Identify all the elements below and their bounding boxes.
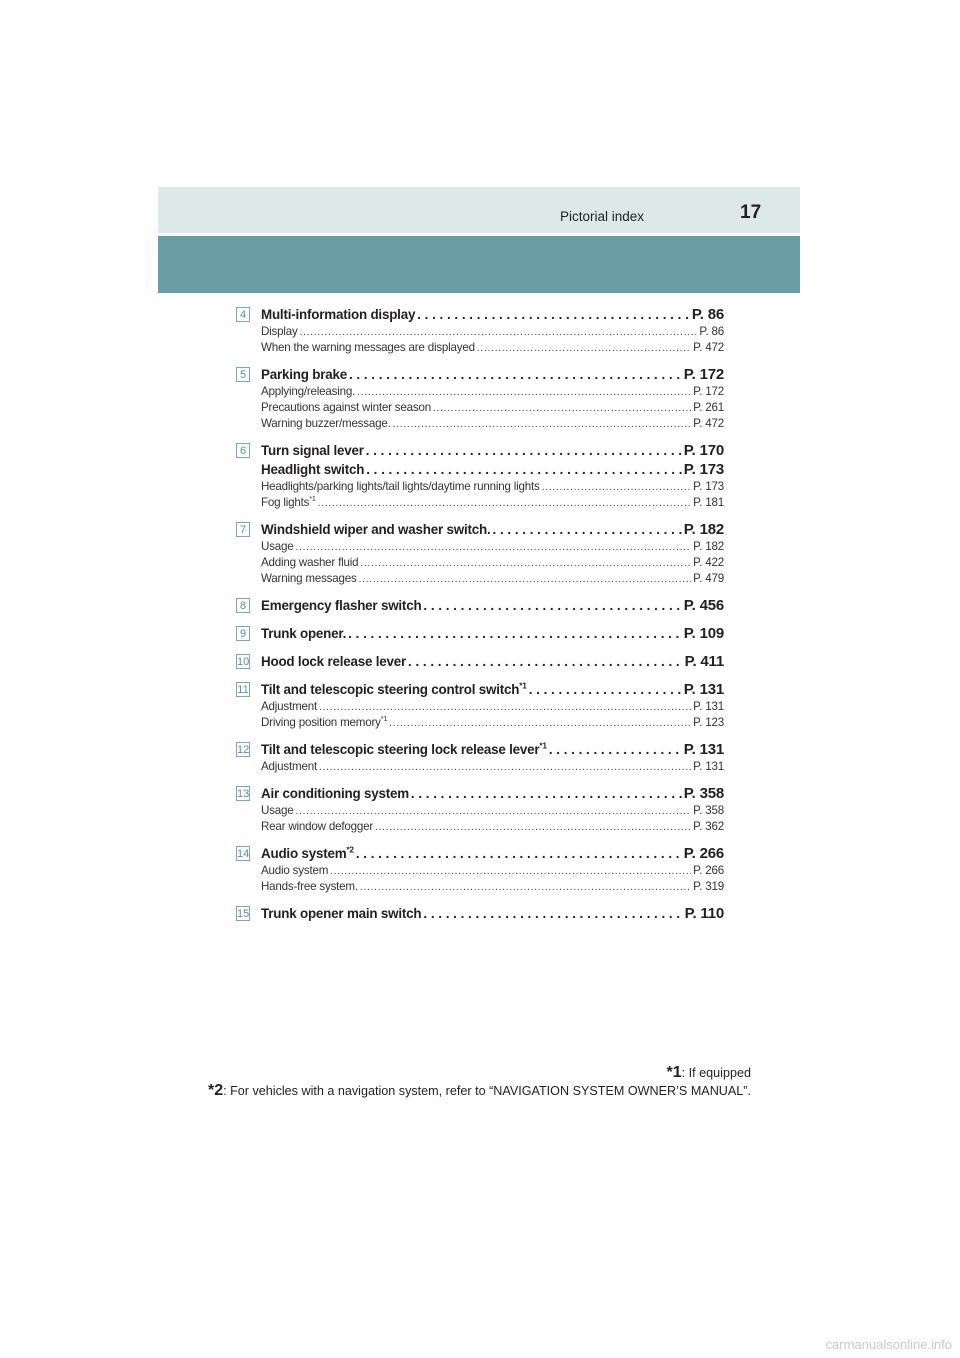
dot-leader [408, 654, 683, 669]
page-number: 17 [740, 202, 762, 223]
dot-leader [411, 786, 682, 801]
item-number-badge: 15 [237, 908, 250, 920]
sub-entry-page-ref[interactable]: P. 261 [693, 401, 724, 414]
entry-title-text: Headlight switch [261, 462, 365, 477]
sub-entry-label [261, 341, 475, 354]
entry-title [261, 522, 491, 537]
sub-entry-text: When the warning messages are displayed [261, 341, 475, 354]
sub-entry-page-ref[interactable]: P. 266 [693, 864, 724, 877]
sub-entry-text: Adding washer fluid [261, 556, 359, 569]
entry-title-text: Windshield wiper and washer switch. [261, 522, 491, 537]
footnote-ref: *1 [539, 740, 547, 751]
index-entry [236, 597, 724, 616]
index-entry [236, 366, 724, 433]
sub-entry-page-ref[interactable]: P. 182 [693, 540, 724, 553]
entry-title-text: Turn signal lever [261, 443, 364, 458]
index-sub-entry[interactable] [261, 804, 724, 820]
sub-entry-label [261, 556, 358, 569]
section-title: Pictorial index [560, 209, 645, 224]
entry-title [261, 654, 406, 669]
index-entry-main[interactable] [261, 741, 724, 760]
sub-entry-page-ref[interactable]: P. 479 [693, 572, 724, 585]
entry-title-text: Multi-information display [261, 307, 416, 322]
footnote-2 [191, 1082, 751, 1100]
sub-entry-text: Adjustment [261, 760, 317, 773]
item-number-badge: 13 [237, 788, 250, 800]
entry-title [261, 367, 347, 382]
entry-title-text: Parking brake [261, 367, 347, 382]
index-entry-main[interactable] [261, 461, 724, 480]
index-sub-entry[interactable] [261, 556, 724, 572]
index-entry-main[interactable] [261, 597, 724, 616]
index-sub-entry[interactable] [261, 480, 724, 496]
index-entry [236, 785, 724, 836]
entry-page-ref[interactable]: P. 266 [683, 845, 724, 862]
sub-entry-text: Usage [261, 804, 294, 817]
entry-title [261, 626, 346, 641]
header-band-light [158, 187, 800, 233]
entry-title [261, 598, 421, 613]
index-sub-entry[interactable] [261, 820, 724, 836]
entry-title-text: Tilt and telescopic steering control switch [261, 682, 520, 697]
entry-title [261, 443, 364, 458]
entry-page-ref[interactable]: P. 456 [683, 597, 724, 614]
entry-title-text: Audio system [261, 846, 347, 861]
sub-entry-label [261, 700, 317, 713]
entry-page-ref[interactable]: P. 182 [683, 521, 724, 538]
dot-leader [393, 419, 692, 430]
dot-leader [375, 822, 691, 833]
dot-leader [417, 307, 690, 322]
entry-page-ref[interactable]: P. 131 [683, 681, 724, 698]
entry-title-text: Air conditioning system [261, 786, 409, 801]
sub-entry-page-ref[interactable]: P. 173 [693, 480, 724, 493]
index-sub-entry[interactable] [261, 716, 724, 732]
item-number-badge: 10 [237, 656, 250, 668]
entry-title-text: Hood lock release lever [261, 654, 407, 669]
dot-leader [319, 702, 691, 713]
sub-entry-label [261, 417, 391, 430]
index-entry-main[interactable] [261, 653, 724, 672]
sub-entry-text: Applying/releasing. [261, 385, 356, 398]
dot-leader [349, 367, 682, 382]
index-entry [236, 845, 724, 896]
index-entry [236, 653, 724, 672]
index-sub-entry[interactable] [261, 385, 724, 401]
sub-entry-label [261, 864, 328, 877]
dot-leader [529, 682, 682, 697]
item-number-badge: 12 [237, 744, 250, 756]
entry-page-ref[interactable]: P. 170 [683, 442, 724, 459]
item-number-badge: 6 [236, 443, 250, 458]
dot-leader [357, 387, 691, 398]
sub-entry-label [261, 880, 358, 893]
sub-entry-label [261, 760, 317, 773]
dot-leader [423, 598, 681, 613]
dot-leader [300, 327, 698, 338]
dot-leader [330, 866, 691, 877]
sub-entry-label [261, 325, 298, 338]
sub-entry-page-ref[interactable]: P. 131 [693, 760, 724, 773]
entry-title [261, 846, 354, 861]
watermark: carmanualsonline.info [825, 1337, 952, 1352]
footnote-1 [191, 1064, 751, 1082]
dot-leader [359, 574, 692, 585]
item-number-badge: 5 [236, 367, 250, 382]
index-entry-main[interactable] [261, 442, 724, 461]
sub-entry-text: Warning buzzer/message. [261, 417, 391, 430]
index-entry [236, 625, 724, 644]
item-number-badge: 4 [236, 307, 250, 322]
dot-leader [542, 482, 692, 493]
entry-page-ref[interactable]: P. 131 [683, 741, 724, 758]
index-sub-entry[interactable] [261, 540, 724, 556]
sub-entry-page-ref[interactable]: P. 181 [693, 496, 724, 509]
index-sub-entry[interactable] [261, 864, 724, 880]
index-entry-main[interactable] [261, 366, 724, 385]
item-number-badge: 8 [236, 598, 250, 613]
entry-page-ref[interactable]: P. 358 [683, 785, 724, 802]
dot-leader [389, 718, 691, 729]
sub-entry-label [261, 540, 294, 553]
sub-entry-text: Headlights/parking lights/tail lights/daytime running lights [261, 480, 540, 493]
index-sub-entry[interactable] [261, 325, 724, 341]
entry-page-ref[interactable]: P. 110 [684, 905, 724, 922]
footnote-mark: *2 [207, 1082, 224, 1099]
footnotes [191, 1064, 751, 1100]
footnote-text: : For vehicles with a navigation system, refer to “NAVIGATION SYSTEM OWNER’S MANUAL”. [223, 1084, 751, 1098]
item-number-badge: 7 [236, 522, 250, 537]
entry-title-text: Tilt and telescopic steering lock release lever [261, 742, 540, 757]
dot-leader [433, 403, 691, 414]
header-band-dark [158, 236, 800, 293]
index-sub-entry[interactable] [261, 341, 724, 357]
footnote-ref: *1 [309, 494, 316, 504]
dot-leader [356, 846, 682, 861]
item-number-badge: 11 [237, 684, 249, 696]
sub-entry-text: Precautions against winter season [261, 401, 431, 414]
index-sub-entry[interactable] [261, 401, 724, 417]
sub-entry-page-ref[interactable]: P. 123 [693, 716, 724, 729]
index-entry-main[interactable] [261, 306, 724, 325]
dot-leader [318, 498, 692, 509]
dot-leader [493, 522, 682, 537]
dot-leader [360, 558, 691, 569]
index-entry-main[interactable] [261, 785, 724, 804]
dot-leader [477, 343, 691, 354]
dot-leader [319, 762, 691, 773]
index-sub-entry[interactable] [261, 496, 724, 512]
entry-page-ref[interactable]: P. 411 [684, 653, 724, 670]
item-number-badge: 9 [236, 626, 250, 641]
sub-entry-text: Fog lights [261, 496, 310, 509]
sub-entry-text: Rear window defogger [261, 820, 374, 833]
index-entry [236, 681, 724, 732]
sub-entry-label [261, 480, 540, 493]
footnote-mark: *1 [666, 1064, 682, 1081]
index-entry-main[interactable] [261, 681, 724, 700]
footnote-ref: *2 [346, 844, 354, 855]
index-sub-entry[interactable] [261, 880, 724, 896]
footnote-ref: *1 [519, 680, 527, 691]
entry-title [261, 906, 421, 921]
sub-entry-text: Display [261, 325, 298, 338]
sub-entry-page-ref[interactable]: P. 358 [693, 804, 724, 817]
pictorial-index-list [236, 306, 724, 924]
index-entry [236, 521, 724, 588]
sub-entry-text: Hands-free system. [261, 880, 358, 893]
dot-leader [366, 462, 682, 477]
sub-entry-text: Adjustment [261, 700, 317, 713]
sub-entry-page-ref[interactable]: P. 472 [693, 341, 724, 354]
footnote-ref: *1 [380, 714, 388, 724]
item-number-badge: 14 [237, 848, 250, 860]
index-entry-main[interactable] [261, 845, 724, 864]
sub-entry-text: Warning messages [261, 572, 357, 585]
footnote-text: : If equipped [681, 1066, 751, 1080]
index-entry-main[interactable] [261, 521, 724, 540]
entry-title-text: Emergency flasher switch [261, 598, 422, 613]
index-sub-entry[interactable] [261, 760, 724, 776]
dot-leader [296, 542, 692, 553]
dot-leader [296, 806, 692, 817]
sub-entry-text: Usage [261, 540, 294, 553]
index-entry [236, 306, 724, 357]
sub-entry-label [261, 804, 294, 817]
sub-entry-page-ref[interactable]: P. 362 [693, 820, 724, 833]
index-entry-main[interactable] [261, 625, 724, 644]
index-entry [236, 905, 724, 924]
entry-title [261, 742, 547, 757]
index-sub-entry[interactable] [261, 417, 724, 433]
index-entry-main[interactable] [261, 905, 724, 924]
sub-entry-page-ref[interactable]: P. 319 [693, 880, 724, 893]
sub-entry-page-ref[interactable]: P. 422 [693, 556, 724, 569]
entry-title-text: Trunk opener main switch [261, 906, 422, 921]
entry-title [261, 786, 409, 801]
index-sub-entry[interactable] [261, 572, 724, 588]
sub-entry-label [261, 385, 355, 398]
sub-entry-label [261, 401, 431, 414]
dot-leader [423, 906, 682, 921]
entry-title [261, 307, 415, 322]
sub-entry-page-ref[interactable]: P. 86 [699, 325, 724, 338]
sub-entry-label [261, 716, 387, 729]
index-entry [236, 461, 724, 512]
sub-entry-page-ref[interactable]: P. 172 [693, 385, 724, 398]
index-entry [236, 741, 724, 776]
sub-entry-text: Driving position memory [261, 716, 381, 729]
sub-entry-page-ref[interactable]: P. 131 [693, 700, 724, 713]
index-sub-entry[interactable] [261, 700, 724, 716]
sub-entry-label [261, 496, 316, 509]
entry-title [261, 682, 527, 697]
sub-entry-text: Audio system [261, 864, 329, 877]
entry-page-ref[interactable]: P. 109 [683, 625, 724, 642]
index-entry [236, 442, 724, 461]
dot-leader [549, 742, 682, 757]
sub-entry-page-ref[interactable]: P. 472 [693, 417, 724, 430]
entry-title-text: Trunk opener. [261, 626, 347, 641]
entry-page-ref[interactable]: P. 173 [683, 461, 724, 478]
dot-leader [348, 626, 682, 641]
entry-title [261, 462, 364, 477]
sub-entry-label [261, 572, 357, 585]
dot-leader [366, 443, 682, 458]
entry-page-ref[interactable]: P. 86 [691, 306, 724, 323]
sub-entry-label [261, 820, 373, 833]
entry-page-ref[interactable]: P. 172 [683, 366, 724, 383]
dot-leader [360, 882, 691, 893]
